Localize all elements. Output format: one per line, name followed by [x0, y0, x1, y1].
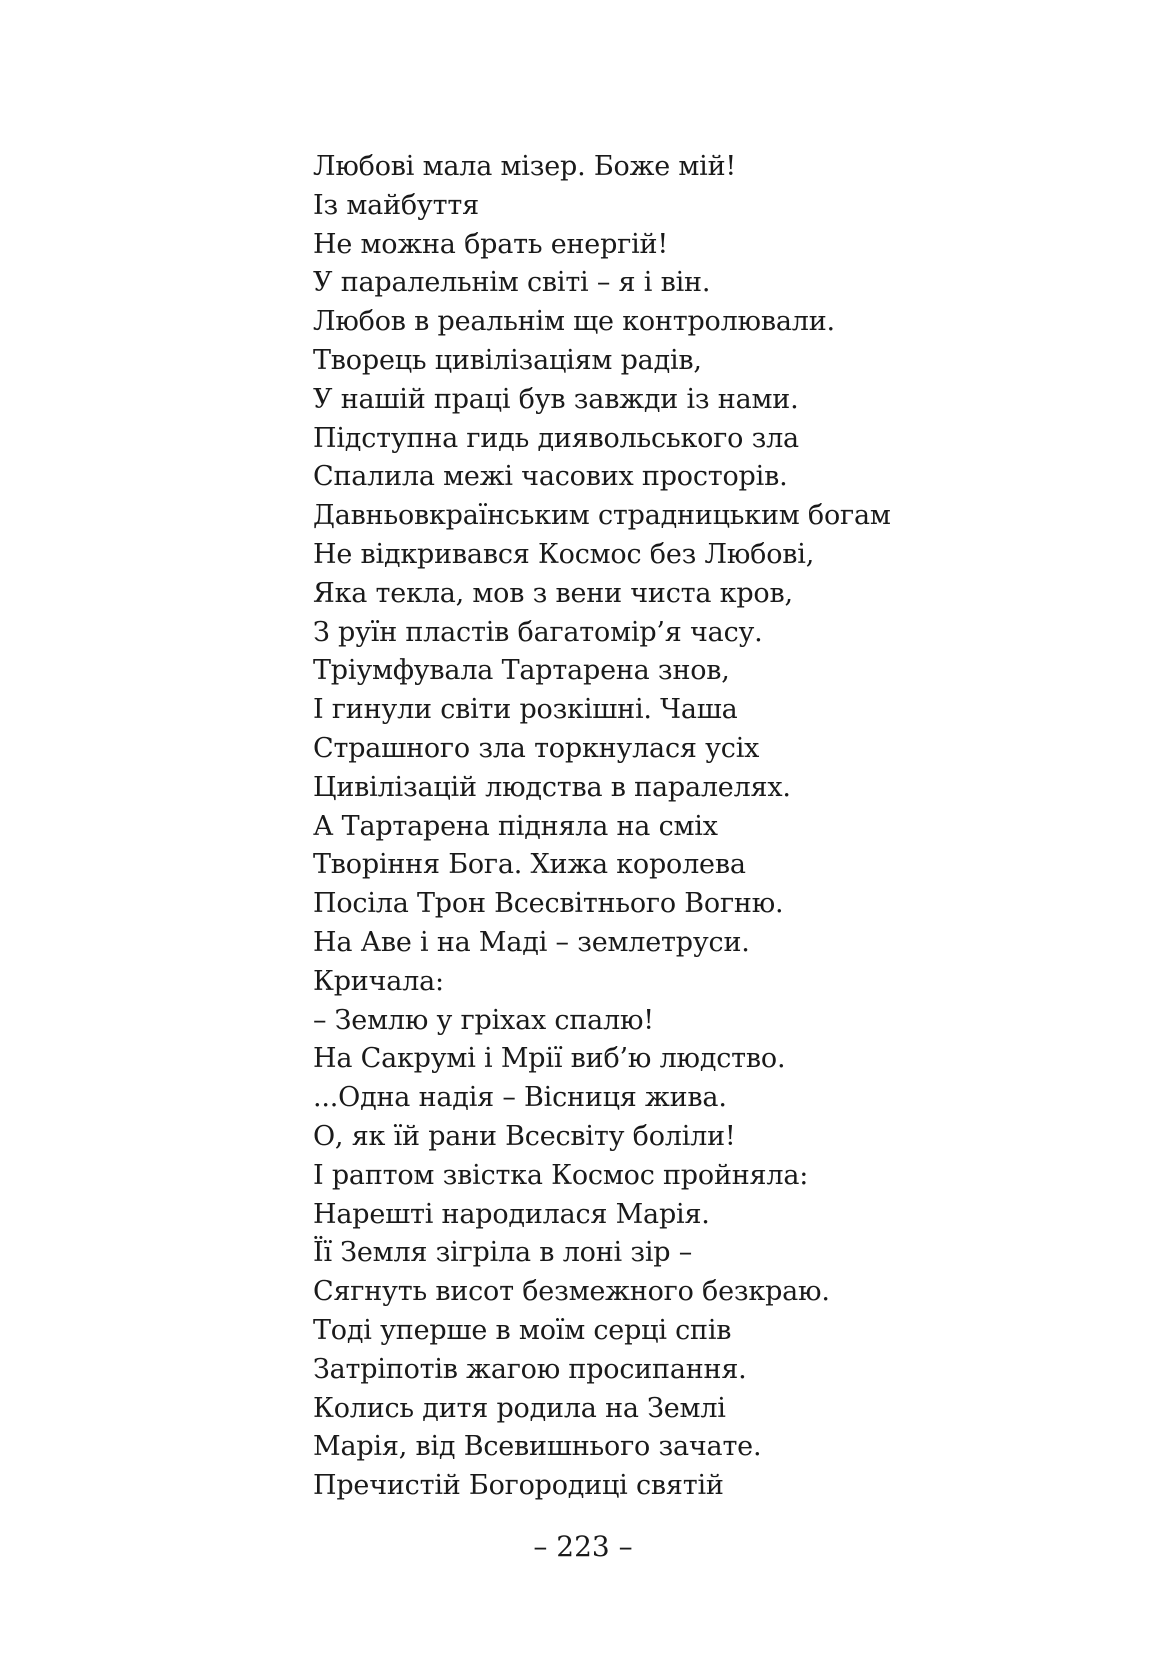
poem-line: Спалила межі часових просторів.	[313, 461, 788, 493]
poem-line: І гинули світи розкішні. Чаша	[313, 694, 738, 726]
poem-line: О, як їй рани Всесвіту боліли!	[313, 1120, 736, 1152]
poem-line: Яка текла, мов з вени чиста кров,	[313, 577, 793, 609]
poem-line: Нарешті народилася Марія.	[313, 1198, 710, 1230]
poem-line: Затріпотів жагою просипання.	[313, 1353, 747, 1385]
poem-line: Із майбуття	[313, 189, 479, 221]
poem-line: Давньовкраїнським страдницьким богам	[313, 500, 891, 532]
poem-line: Тріумфувала Тартарена знов,	[313, 655, 730, 687]
poem-line: Творець цивілізаціям радів,	[313, 344, 702, 376]
poem-line: Сягнуть висот безмежного безкраю.	[313, 1276, 830, 1308]
poem-line: На Аве і на Маді – землетруси.	[313, 926, 750, 958]
poem-line: А Тартарена підняла на сміх	[313, 810, 718, 842]
poem-line: Кричала:	[313, 965, 444, 997]
poem-line: Цивілізацій людства в паралелях.	[313, 771, 791, 803]
poem-line: Колись дитя родила на Землі	[313, 1392, 726, 1424]
poem-line: Творіння Бога. Хижа королева	[313, 849, 746, 881]
poem-line: ...Одна надія – Вісниця жива.	[313, 1082, 727, 1114]
poem-line: – Землю у гріхах спалю!	[313, 1004, 654, 1036]
poem-line: У паралельнім світі – я і він.	[313, 267, 711, 299]
poem-line: Страшного зла торкнулася усіх	[313, 732, 760, 764]
poem-line: Любов в реальнім ще контролювали.	[313, 306, 835, 338]
poem-line: З руїн пластів багатомір’я часу.	[313, 616, 763, 648]
poem-line: Підступна гидь диявольського зла	[313, 422, 799, 454]
poem-line: Любові мала мізер. Боже мій!	[313, 151, 737, 182]
poem-line: Марія, від Всевишнього зачате.	[313, 1431, 762, 1463]
poem-line: Посіла Трон Всесвітнього Вогню.	[313, 888, 784, 920]
page-number: – 223 –	[533, 1530, 633, 1563]
poem-line: На Сакрумі і Мрії виб’ю людство.	[313, 1043, 786, 1075]
poem-line: У нашій праці був завжди із нами.	[313, 383, 799, 415]
poem-line: Не можна брать енергій!	[313, 228, 668, 260]
poem-line: Її Земля зігріла в лоні зір –	[313, 1237, 693, 1269]
poem-line: Не відкривався Космос без Любові,	[313, 538, 815, 570]
poem-text	[313, 148, 1133, 1506]
poem-line: Тоді уперше в моїм серці спів	[313, 1314, 732, 1346]
poem-line: Пречистій Богородиці святій	[313, 1470, 724, 1502]
poem-line: І раптом звістка Космос пройняла:	[313, 1159, 809, 1191]
